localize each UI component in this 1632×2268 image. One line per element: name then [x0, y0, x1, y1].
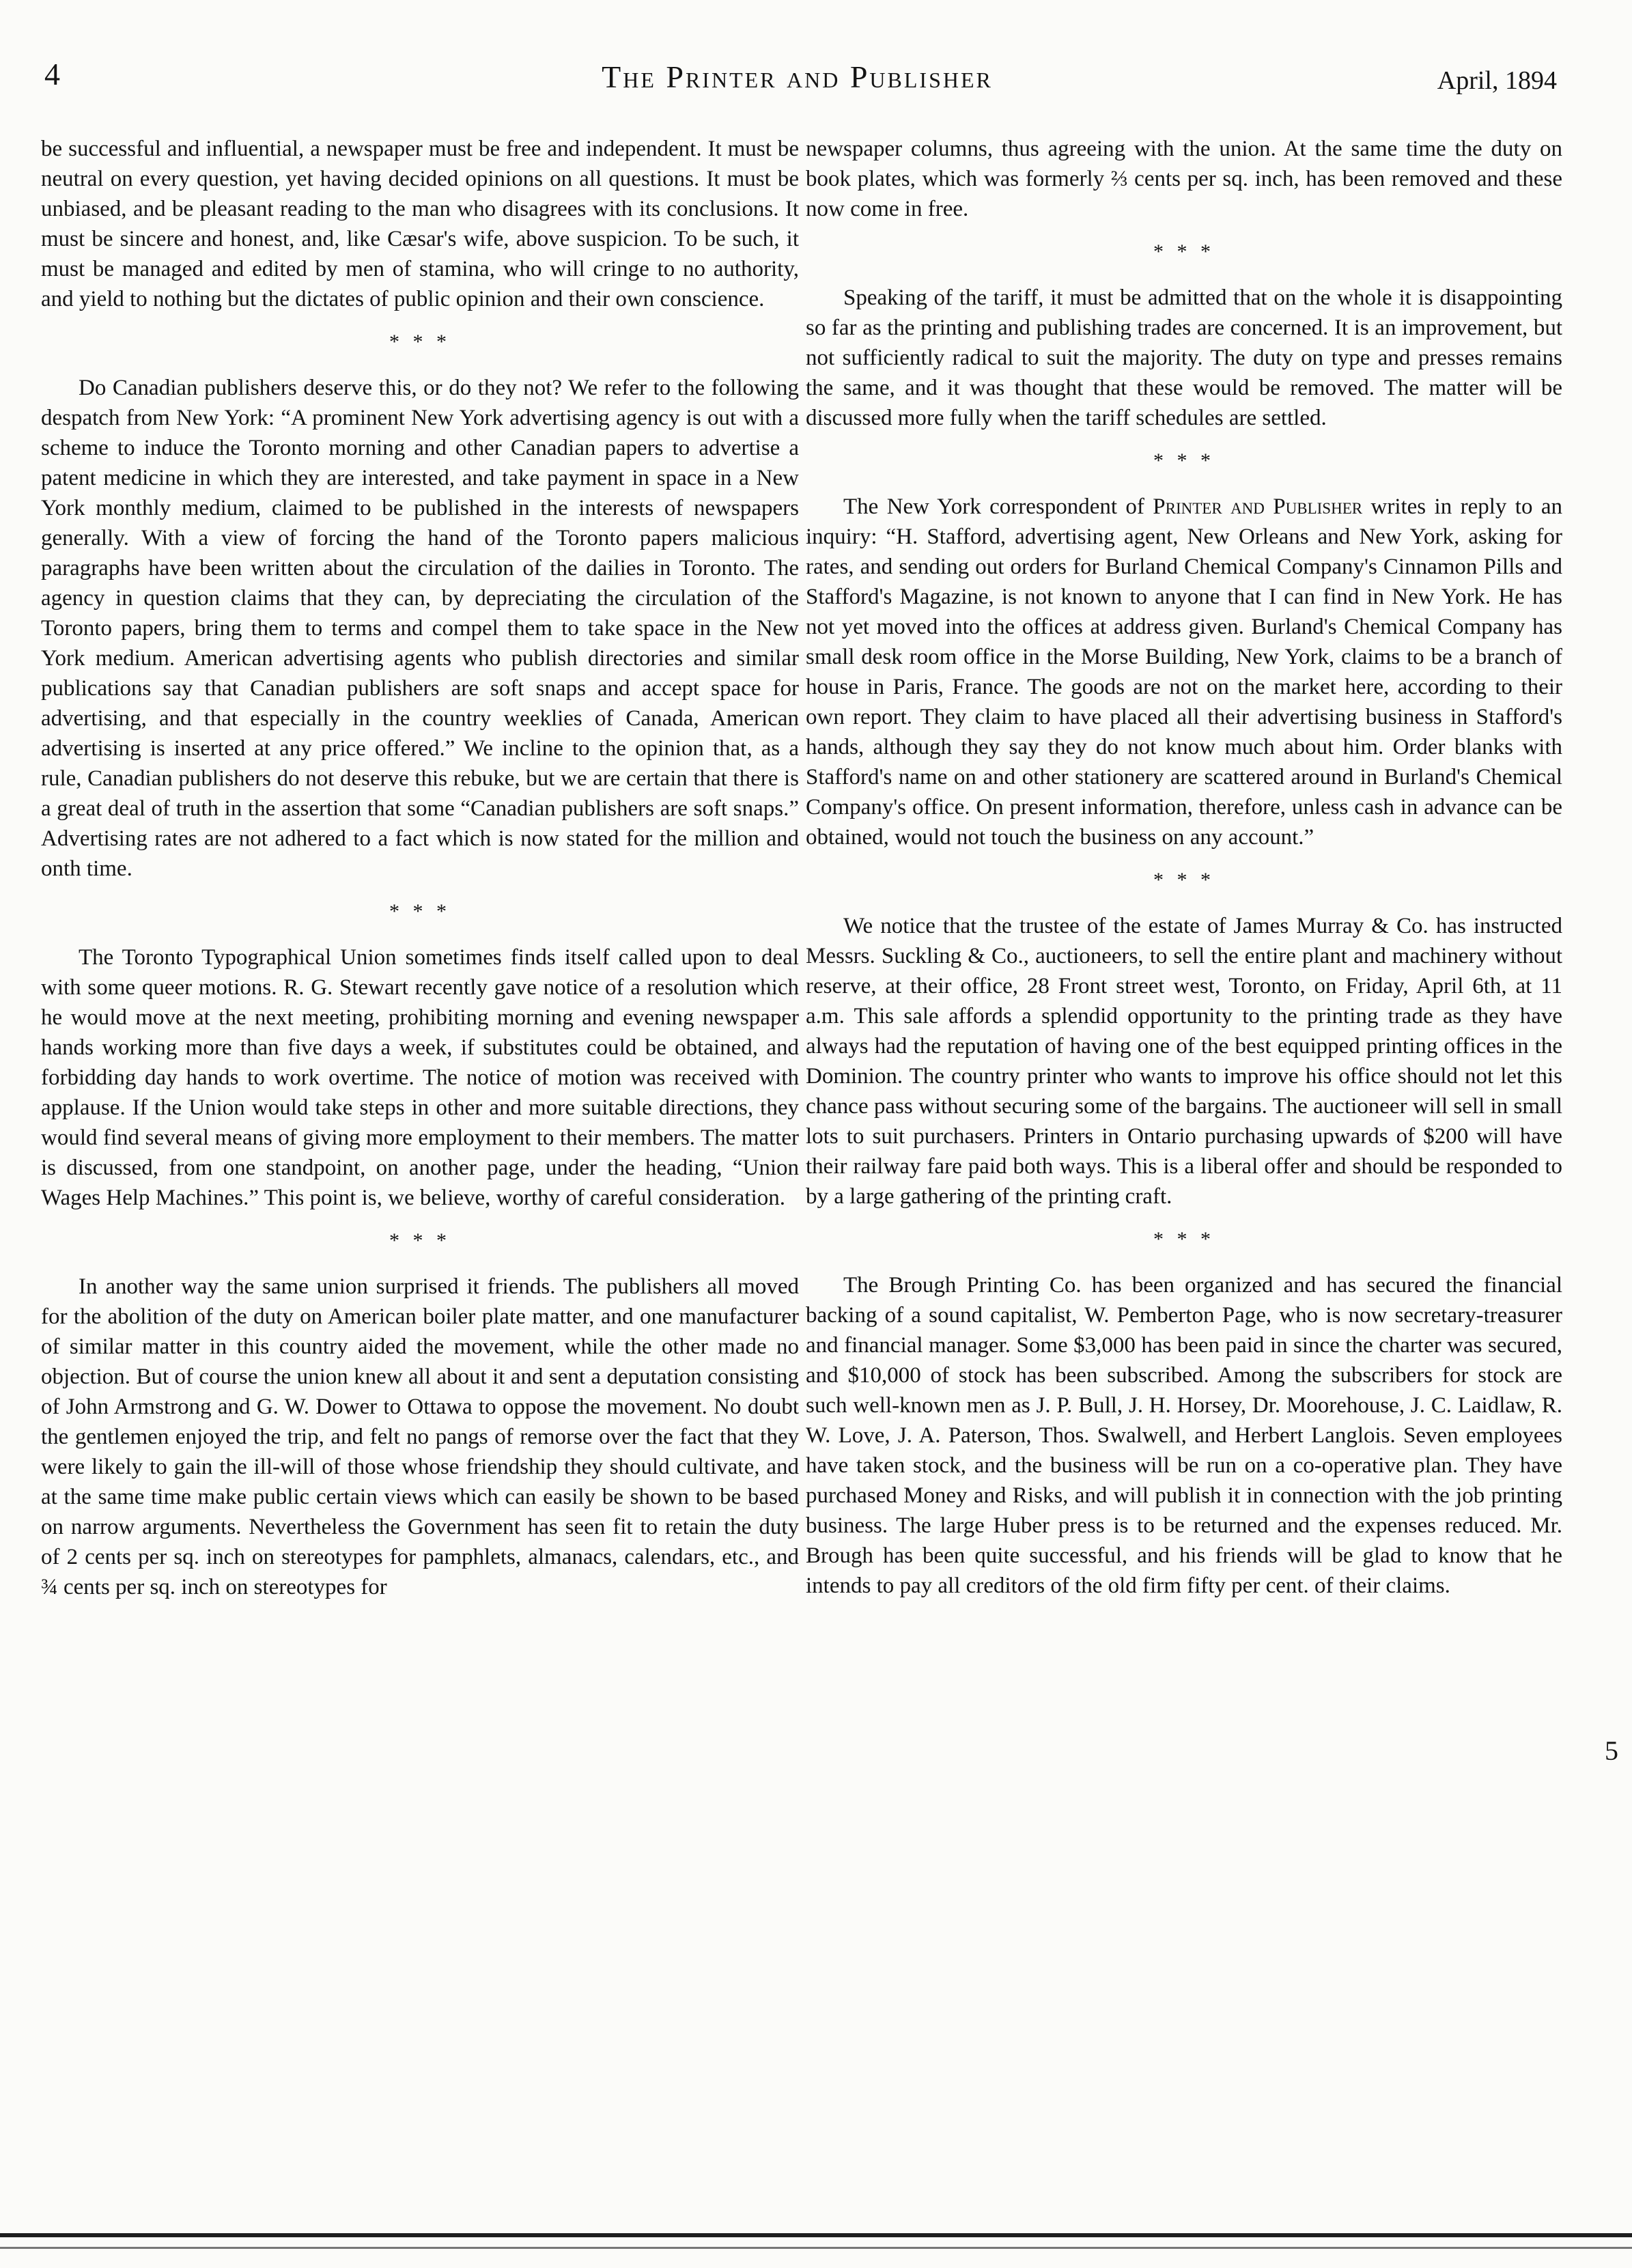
paragraph: Do Canadian publishers deserve this, or do they not? We refer to the following despatch from New York: “A prominent New York advertising agency is out with a scheme to induce the Toronto morning and other Canadian papers to advertise a patent medicine in which they are interested, and take payment in space in a New York monthly medium, claimed to be published in the interests of newspapers generally. With a view of forcing the hand of the Toronto papers malicious paragraphs have been written about the circulation of the dailies in Toronto. The agency in question claims that they can, by depreciating the circulation of the Toronto papers, bring them to terms and compel them to take space in the New York medium. American advertising agents who publish directories and similar publications say that Canadian publishers are soft snaps and accept space for advertising, and that especially in the country weeklies of Canada, American advertising is inserted at any price offered.” We incline to the opinion that, as a rule, Canadian publishers do not deserve this rebuke, but we are certain that there is a great deal of truth in the assertion that some “Canadian publishers are soft snaps.” Advertising rates are not adhered to a fact which is now stated for the million and onth time.	[41, 376, 799, 881]
left-column	[41, 134, 799, 1602]
paragraph: The Toronto Typographical Union sometimes finds itself called upon to deal with some queer motions. R. G. Stewart recently gave notice of a resolution which he would move at the next meeting, prohibiting morning and evening newspaper hands working more than five days a week, if substitutes could be obtained, and forbidding day hands to work overtime. The notice of motion was received with applause. If the Union would take steps in other and more suitable directions, they would find several means of giving more employment to their members. The matter is discussed, from one standpoint, on another page, under the heading, “Union Wages Help Machines.” This point is, we believe, worthy of careful consideration.	[41, 945, 799, 1210]
paragraph: In another way the same union surprised it friends. The publishers all moved for the abolition of the duty on American boiler plate matter, and one manufacturer of similar matter in this country aided the movement, while the other made no objection. But of course the union knew all about it and sent a deputation consisting of John Armstrong and G. W. Dower to Ottawa to oppose the movement. No doubt the gentlemen enjoyed the trip, and felt no pangs of remorse over the fact that they were likely to gain the ill-will of those whose friendship they should cultivate, and at the same time make public certain views which can easily be shown to be based on narrow arguments. Nevertheless the Government has seen fit to retain the duty of 2 cents per sq. inch on stereotypes for pamphlets, almanacs, calendars, etc., and ¾ cents per sq. inch on stereotypes for	[41, 1274, 799, 1599]
page-header	[38, 56, 1557, 117]
paragraph: Speaking of the tariff, it must be admitted that on the whole it is disappointing so far as the printing and publishing trades are concerned. It is an improvement, but not sufficiently radical to suit the majority. The duty on type and presses remains the same, and it was thought that these would be removed. The matter will be discussed more fully when the tariff schedules are settled.	[806, 285, 1562, 430]
bottom-rule	[0, 2233, 1632, 2237]
section-separator: * * *	[389, 331, 451, 353]
paragraph: newspaper columns, thus agreeing with the union. At the same time the duty on book plates, which was formerly ⅔ cents per sq. inch, has been removed and these now come in free.	[806, 137, 1562, 221]
paragraph: The Brough Printing Co. has been organized and has secured the financial backing of a sound capitalist, W. Pemberton Page, who is now secretary-treasurer and financial manager. Some $3,000 has been paid in since the charter was secured, and $10,000 of stock has been subscribed. Among the subscribers for stock are such well-known men as J. P. Bull, J. H. Horsey, Dr. Moorehouse, J. C. Laidlaw, R. W. Love, J. A. Paterson, Thos. Swalwell, and Herbert Langlois. Seven employees have taken stock, and the business will be run on a co-operative plan. They have purchased Money and Risks, and will publish it in connection with the job printing business. The large Huber press is to be returned and the expenses reduced. Mr. Brough has been quite successful, and his friends will be glad to know that he intends to pay all creditors of the old firm fifty per cent. of their claims.	[806, 1273, 1562, 1598]
margin-mark: 5	[1605, 1735, 1618, 1766]
masthead-title: The Printer and Publisher	[602, 59, 993, 94]
section-separator: * * *	[389, 1229, 451, 1252]
section-separator: * * *	[1153, 869, 1215, 891]
publication-name: Printer and Publisher	[1153, 494, 1363, 519]
paragraph	[806, 492, 1562, 852]
section-separator: * * *	[1153, 240, 1215, 263]
paragraph: be successful and influential, a newspaper must be free and independent. It must be neutral on every question, yet having decided opinions on all questions. It must be unbiased, and be pleasant reading to the man who disagrees with its conclusions. It must be sincere and honest, and, like Cæsar's wife, above suspicion. To be such, it must be managed and edited by men of stamina, who will cringe to no authority, and yield to nothing but the dictates of public opinion and their own conscience.	[41, 137, 799, 311]
right-column	[806, 134, 1562, 1601]
issue-date: April, 1894	[1437, 66, 1557, 95]
bottom-rule-thin	[0, 2247, 1632, 2249]
paragraph-lead: The New York correspondent of	[843, 494, 1153, 519]
section-separator: * * *	[1153, 1228, 1215, 1250]
section-separator: * * *	[389, 900, 451, 923]
page-number: 4	[44, 57, 60, 92]
paragraph-body: writes in reply to an inquiry: “H. Stafford, advertising agent, New Orleans and New York, asking for rates, and sending out orders for Burland Chemical Company's Cinnamon Pills and Stafford's Magazine, is not known to anyone that I can find in New York. He has not yet moved into the offices at address given. Burland's Chemical Company has small desk room office in the Morse Building, New York, claims to be a branch of house in Paris, France. The goods are not on the market here, according to their own report. They claim to have placed all their advertising business in Stafford's hands, although they say they do not know much about him. Order blanks with Stafford's name on and other stationery are scattered around in Burland's Chemical Company's office. On present information, therefore, unless cash in advance can be obtained, would not touch the business on any account.”	[806, 494, 1562, 850]
section-separator: * * *	[1153, 449, 1215, 472]
paragraph: We notice that the trustee of the estate of James Murray & Co. has instructed Messrs. Suckling & Co., auctioneers, to sell the entire plant and machinery without reserve, at their office, 28 Front street west, Toronto, on Friday, April 6th, at 11 a.m. This sale affords a splendid opportunity to the printing trade as they have always had the reputation of having one of the best equipped printing offices in the Dominion. The country printer who wants to improve his office should not let this chance pass without securing some of the bargains. The auctioneer will sell in small lots to suit purchasers. Printers in Ontario purchasing upwards of $200 will have their railway fare paid both ways. This is a liberal offer and should be responded to by a large gathering of the printing craft.	[806, 914, 1562, 1209]
